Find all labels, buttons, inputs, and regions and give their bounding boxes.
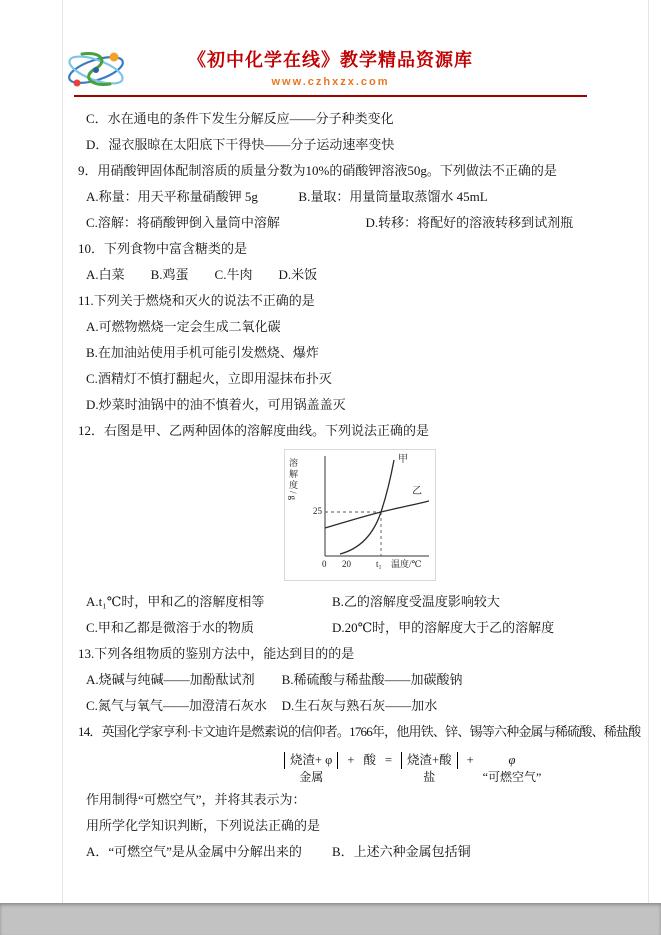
q12-option-c: C.甲和乙都是微溶于水的物质: [86, 620, 254, 635]
stmt-option-d: D．湿衣服晾在太阳底下干得快——分子运动速率变快: [86, 137, 395, 152]
q13-options-row-1: [78, 667, 645, 693]
metal-term: [284, 752, 338, 785]
q13-option-d: D.生石灰与熟石灰——加水: [281, 698, 438, 713]
q14-option-a: A．“可燃空气”是从金属中分解出来的: [86, 844, 302, 859]
q11-option-c: C.酒精灯不慎打翻起火，立即用湿抹布扑灭: [86, 371, 332, 386]
q9-options-row-1: [78, 184, 645, 210]
q12-option-d: D.20℃时，甲的溶解度大于乙的溶解度: [331, 620, 555, 635]
curve-label-yi: 乙: [412, 486, 422, 497]
q13-option-b: B.稀硫酸与稀盐酸——加碳酸钠: [281, 672, 463, 687]
equals-sign: =: [384, 753, 393, 767]
chart-x-axis-label: 温度/℃: [391, 559, 422, 569]
q12-options-row-1: [78, 589, 645, 615]
q11-option-a: A.可燃物燃烧一定会生成二氧化碳: [86, 319, 281, 334]
salt-label: 盐: [423, 770, 436, 784]
salt-composition: 烧渣+酸: [401, 752, 458, 769]
phi-term: [483, 752, 542, 785]
question-11-stem: 11.下列关于燃烧和灭火的说法不正确的是: [78, 293, 315, 308]
q11-option-b: B.在加油站使用手机可能引发燃烧、爆炸: [86, 345, 319, 360]
question-14-stem: 14．英国化学家亨利·卡文迪许是燃素说的信仰者。1766年，他用铁、锌、锡等六种金属与稀硫酸、稀盐酸: [78, 724, 641, 739]
chart-xtick-t1: t₁: [376, 559, 382, 569]
q12-option-a: A.t₁℃时，甲和乙的溶解度相等: [86, 594, 265, 609]
site-title: 《初中化学在线》教学精品资源库: [188, 50, 473, 70]
q9-option-c: C.溶解：将硝酸钾倒入量筒中溶解: [86, 215, 280, 230]
page-gap: [0, 903, 661, 935]
question-9-stem: 9．用硝酸钾固体配制溶质的质量分数为10%的硝酸钾溶液50g。下列做法不正确的是: [78, 163, 557, 178]
metal-label: 金属: [299, 770, 324, 784]
acid-term: 酸: [363, 753, 376, 767]
chart-xtick-0: 0: [322, 559, 327, 569]
q9-option-a: A.称量：用天平称量硝酸钾 5g: [86, 189, 258, 204]
metal-composition: 烧渣+ φ: [284, 752, 338, 769]
q11-option-d: D.炒菜时油锅中的油不慎着火，可用锅盖盖灭: [86, 397, 346, 412]
curve-label-jia: 甲: [398, 454, 408, 465]
q14-option-b: B．上述六种金属包括铜: [331, 844, 471, 859]
page-right-edge: [648, 0, 649, 935]
question-10-stem: 10．下列食物中富含糖类的是: [78, 241, 248, 256]
q12-options-row-2: [78, 615, 645, 641]
q13-option-c: C.氮气与氧气——加澄清石灰水: [86, 698, 267, 713]
exam-content: [0, 97, 661, 865]
flammable-air-label: “可燃空气”: [482, 770, 542, 784]
q9-options-row-2: [78, 210, 645, 236]
q9-option-d: D.转移：将配好的溶液转移到试剂瓶: [365, 215, 574, 230]
chart-y-axis-label: 溶解度/g: [288, 458, 298, 503]
q14-continuation-1: 作用制得“可燃空气”，并将其表示为：: [86, 792, 306, 807]
plus-sign-2: +: [466, 753, 474, 767]
question-12-stem: 12．右图是甲、乙两种固体的溶解度曲线。下列说法正确的是: [78, 423, 430, 438]
q12-option-b: B.乙的溶解度受温度影响较大: [331, 594, 500, 609]
phi-symbol: φ: [508, 753, 516, 767]
chart-xtick-20: 20: [342, 559, 351, 569]
plus-sign-1: +: [347, 753, 355, 767]
phlogiston-equation: [284, 752, 645, 785]
solubility-curve-chart: [284, 449, 436, 581]
chart-ytick-25: 25: [313, 506, 322, 516]
page-left-edge: [62, 0, 63, 935]
logo-atom-icon: [60, 44, 136, 96]
stmt-option-c: C．水在通电的条件下发生分解反应——分子种类变化: [86, 111, 394, 126]
q14-continuation-2: 用所学化学知识判断，下列说法正确的是: [86, 818, 321, 833]
site-header: [0, 0, 661, 97]
header-divider: [74, 95, 587, 97]
q13-option-a: A.烧碱与纯碱——加酚酞试剂: [86, 672, 255, 687]
q14-options-row: [78, 839, 645, 865]
question-13-stem: 13.下列各组物质的鉴别方法中，能达到目的的是: [78, 646, 355, 661]
salt-term: [401, 752, 458, 785]
q10-options: A.白菜 B.鸡蛋 C.牛肉 D.米饭: [86, 267, 318, 282]
q9-option-b: B.量取：用量筒量取蒸馏水 45mL: [298, 189, 488, 204]
site-url-link[interactable]: www.czhxzx.com: [271, 76, 390, 88]
q13-options-row-2: [78, 693, 645, 719]
